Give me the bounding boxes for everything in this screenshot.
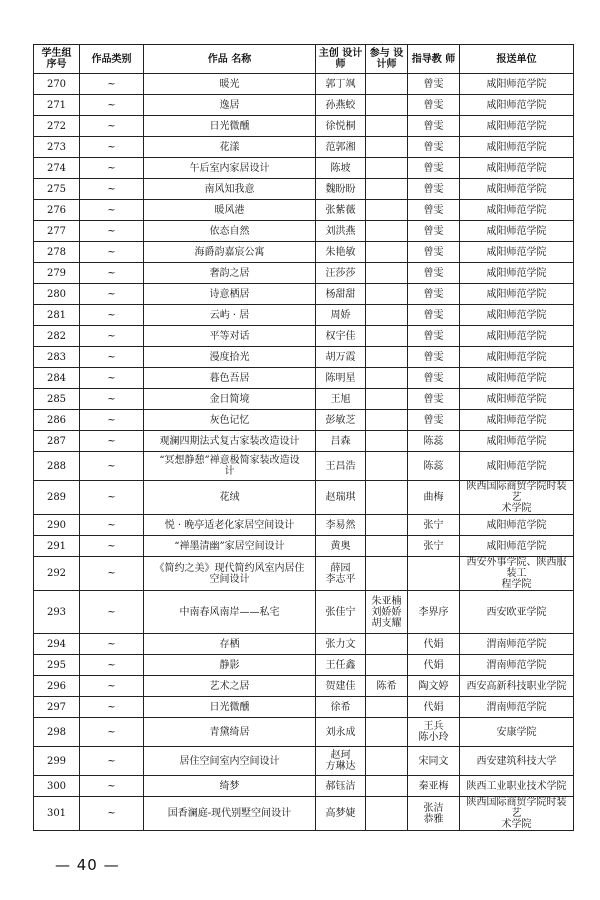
cell-group-no: 298 (34, 718, 80, 747)
cell-unit: 咸阳师范学院 (460, 536, 574, 557)
cell-category: ~ (80, 158, 144, 179)
cell-co-designer (366, 368, 408, 389)
cell-group-no: 270 (34, 74, 80, 95)
cell-group-no: 278 (34, 242, 80, 263)
cell-category: ~ (80, 368, 144, 389)
cell-category: ~ (80, 410, 144, 431)
table-row (34, 718, 574, 747)
header-unit: 报送单位 (460, 45, 574, 74)
cell-work-name: 暮色吾居 (144, 368, 316, 389)
cell-category: ~ (80, 481, 144, 515)
cell-main-designer: 郭丁飒 (316, 74, 366, 95)
cell-work-name: “禅墨清幽”家居空间设计 (144, 536, 316, 557)
table-row (34, 776, 574, 797)
cell-unit: 咸阳师范学院 (460, 284, 574, 305)
cell-work-name: 青黛绮居 (144, 718, 316, 747)
cell-main-designer: 贺建佳 (316, 676, 366, 697)
table-row (34, 200, 574, 221)
cell-co-designer (366, 797, 408, 831)
cell-work-name: 《简约之美》现代简约风室内居住 空间设计 (144, 557, 316, 591)
cell-group-no: 299 (34, 747, 80, 776)
cell-group-no: 301 (34, 797, 80, 831)
cell-work-name: “冥想静憩”禅意极简家装改造设 计 (144, 452, 316, 481)
cell-unit: 陕西国际商贸学院时装艺 术学院 (460, 481, 574, 515)
header-work-name: 作品 名称 (144, 45, 316, 74)
cell-work-name: 诗意栖居 (144, 284, 316, 305)
cell-group-no: 273 (34, 137, 80, 158)
cell-advisor: 曾雯 (408, 326, 460, 347)
cell-category: ~ (80, 634, 144, 655)
table-header-row (34, 45, 574, 74)
cell-unit: 咸阳师范学院 (460, 179, 574, 200)
cell-main-designer: 朱艳敏 (316, 242, 366, 263)
table-row (34, 676, 574, 697)
cell-work-name: 漫度拾光 (144, 347, 316, 368)
cell-group-no: 274 (34, 158, 80, 179)
cell-co-designer (366, 347, 408, 368)
cell-unit: 咸阳师范学院 (460, 137, 574, 158)
cell-main-designer: 徐悦桐 (316, 116, 366, 137)
cell-co-designer (366, 326, 408, 347)
cell-advisor: 曾雯 (408, 389, 460, 410)
cell-work-name: 金日简境 (144, 389, 316, 410)
cell-co-designer (366, 536, 408, 557)
cell-co-designer (366, 557, 408, 591)
cell-co-designer (366, 452, 408, 481)
cell-unit: 咸阳师范学院 (460, 116, 574, 137)
cell-advisor: 曾雯 (408, 263, 460, 284)
table-row (34, 389, 574, 410)
cell-category: ~ (80, 515, 144, 536)
cell-work-name: 居住空间室内空间设计 (144, 747, 316, 776)
cell-unit: 咸阳师范学院 (460, 74, 574, 95)
cell-unit: 安康学院 (460, 718, 574, 747)
cell-unit: 咸阳师范学院 (460, 200, 574, 221)
cell-work-name: 灰色记忆 (144, 410, 316, 431)
cell-main-designer: 薛园 李志平 (316, 557, 366, 591)
cell-work-name: 暖风港 (144, 200, 316, 221)
table-row (34, 179, 574, 200)
cell-category: ~ (80, 179, 144, 200)
cell-main-designer: 高梦婕 (316, 797, 366, 831)
cell-advisor: 李界序 (408, 591, 460, 634)
cell-work-name: 观澜四期法式复古家装改造设计 (144, 431, 316, 452)
cell-co-designer (366, 158, 408, 179)
cell-advisor: 曾雯 (408, 137, 460, 158)
table-row (34, 326, 574, 347)
cell-group-no: 296 (34, 676, 80, 697)
cell-group-no: 289 (34, 481, 80, 515)
cell-main-designer: 陈坡 (316, 158, 366, 179)
table-row (34, 158, 574, 179)
cell-work-name: 海爵韵嘉宸公寓 (144, 242, 316, 263)
cell-group-no: 276 (34, 200, 80, 221)
cell-co-designer (366, 200, 408, 221)
cell-unit: 咸阳师范学院 (460, 347, 574, 368)
table-row (34, 410, 574, 431)
cell-group-no: 280 (34, 284, 80, 305)
cell-unit: 咸阳师范学院 (460, 431, 574, 452)
cell-advisor: 曾雯 (408, 347, 460, 368)
cell-unit: 渭南师范学院 (460, 655, 574, 676)
cell-advisor: 曾雯 (408, 179, 460, 200)
cell-unit: 咸阳师范学院 (460, 452, 574, 481)
cell-main-designer: 徐希 (316, 697, 366, 718)
header-category: 作品类别 (80, 45, 144, 74)
cell-unit: 咸阳师范学院 (460, 221, 574, 242)
cell-work-name: 中南春风南岸——私宅 (144, 591, 316, 634)
cell-category: ~ (80, 676, 144, 697)
cell-category: ~ (80, 95, 144, 116)
header-co-designer: 参与 设计师 (366, 45, 408, 74)
cell-unit: 咸阳师范学院 (460, 326, 574, 347)
table-row (34, 747, 574, 776)
cell-advisor: 王兵 陈小玲 (408, 718, 460, 747)
cell-advisor: 曾雯 (408, 116, 460, 137)
cell-unit: 咸阳师范学院 (460, 389, 574, 410)
table-row (34, 557, 574, 591)
cell-category: ~ (80, 263, 144, 284)
cell-main-designer: 王任鑫 (316, 655, 366, 676)
cell-co-designer (366, 242, 408, 263)
cell-main-designer: 郝钰洁 (316, 776, 366, 797)
cell-co-designer (366, 116, 408, 137)
cell-group-no: 288 (34, 452, 80, 481)
cell-co-designer (366, 431, 408, 452)
cell-work-name: 南风知我意 (144, 179, 316, 200)
cell-main-designer: 胡万霞 (316, 347, 366, 368)
cell-advisor: 曾雯 (408, 221, 460, 242)
cell-main-designer: 黄奥 (316, 536, 366, 557)
cell-category: ~ (80, 74, 144, 95)
table-row (34, 284, 574, 305)
table-row (34, 368, 574, 389)
cell-unit: 渭南师范学院 (460, 697, 574, 718)
cell-work-name: 花绒 (144, 481, 316, 515)
cell-category: ~ (80, 655, 144, 676)
cell-work-name: 日光微醺 (144, 697, 316, 718)
cell-unit: 西安欧亚学院 (460, 591, 574, 634)
cell-advisor: 曾雯 (408, 242, 460, 263)
table-row (34, 515, 574, 536)
cell-main-designer: 张紫薇 (316, 200, 366, 221)
cell-unit: 咸阳师范学院 (460, 368, 574, 389)
cell-co-designer (366, 179, 408, 200)
cell-unit: 咸阳师范学院 (460, 305, 574, 326)
cell-category: ~ (80, 557, 144, 591)
table-row (34, 242, 574, 263)
cell-work-name: 奢韵之居 (144, 263, 316, 284)
table-row (34, 591, 574, 634)
cell-category: ~ (80, 242, 144, 263)
table-row (34, 305, 574, 326)
cell-work-name: 逸居 (144, 95, 316, 116)
cell-category: ~ (80, 747, 144, 776)
cell-advisor: 曾雯 (408, 95, 460, 116)
cell-main-designer: 王昌浩 (316, 452, 366, 481)
cell-group-no: 286 (34, 410, 80, 431)
page-number: — 40 — (55, 856, 120, 874)
header-main-designer: 主创 设计师 (316, 45, 366, 74)
cell-co-designer (366, 221, 408, 242)
cell-category: ~ (80, 200, 144, 221)
cell-advisor: 张洁 恭雅 (408, 797, 460, 831)
cell-main-designer: 汪莎莎 (316, 263, 366, 284)
cell-group-no: 295 (34, 655, 80, 676)
table-row (34, 697, 574, 718)
cell-co-designer (366, 747, 408, 776)
cell-main-designer: 陈明星 (316, 368, 366, 389)
cell-co-designer (366, 305, 408, 326)
cell-unit: 西安建筑科技大学 (460, 747, 574, 776)
cell-co-designer: 陈希 (366, 676, 408, 697)
cell-category: ~ (80, 431, 144, 452)
cell-work-name: 云屿 · 居 (144, 305, 316, 326)
table-row (34, 431, 574, 452)
cell-group-no: 283 (34, 347, 80, 368)
cell-main-designer: 赵瑞琪 (316, 481, 366, 515)
cell-advisor: 曾雯 (408, 200, 460, 221)
cell-group-no: 297 (34, 697, 80, 718)
cell-main-designer: 范郭湘 (316, 137, 366, 158)
cell-unit: 咸阳师范学院 (460, 263, 574, 284)
header-group-no: 学生组 序号 (34, 45, 80, 74)
cell-advisor: 代娟 (408, 655, 460, 676)
cell-group-no: 281 (34, 305, 80, 326)
cell-main-designer: 权宇佳 (316, 326, 366, 347)
cell-advisor: 曾雯 (408, 74, 460, 95)
cell-advisor: 曾雯 (408, 284, 460, 305)
cell-main-designer: 孙燕蛟 (316, 95, 366, 116)
cell-group-no: 292 (34, 557, 80, 591)
table-row (34, 481, 574, 515)
cell-advisor: 代娟 (408, 697, 460, 718)
cell-main-designer: 刘永成 (316, 718, 366, 747)
table-row (34, 137, 574, 158)
table-row (34, 452, 574, 481)
cell-category: ~ (80, 137, 144, 158)
cell-advisor: 陈蕊 (408, 452, 460, 481)
cell-advisor: 曾雯 (408, 410, 460, 431)
cell-group-no: 291 (34, 536, 80, 557)
cell-advisor: 曲梅 (408, 481, 460, 515)
cell-work-name: 日光微醺 (144, 116, 316, 137)
cell-main-designer: 吕森 (316, 431, 366, 452)
cell-unit: 陕西国际商贸学院时装艺 术学院 (460, 797, 574, 831)
cell-co-designer (366, 74, 408, 95)
cell-co-designer (366, 410, 408, 431)
cell-group-no: 277 (34, 221, 80, 242)
cell-unit: 咸阳师范学院 (460, 158, 574, 179)
cell-advisor: 曾雯 (408, 368, 460, 389)
cell-unit: 咸阳师范学院 (460, 410, 574, 431)
cell-main-designer: 李易然 (316, 515, 366, 536)
cell-unit: 西安高新科技职业学院 (460, 676, 574, 697)
cell-unit: 咸阳师范学院 (460, 515, 574, 536)
cell-advisor: 秦亚梅 (408, 776, 460, 797)
cell-category: ~ (80, 591, 144, 634)
cell-work-name: 存栖 (144, 634, 316, 655)
cell-category: ~ (80, 116, 144, 137)
cell-advisor (408, 557, 460, 591)
table-row (34, 655, 574, 676)
table-row (34, 347, 574, 368)
table-row (34, 797, 574, 831)
cell-advisor: 陈蕊 (408, 431, 460, 452)
cell-category: ~ (80, 697, 144, 718)
cell-category: ~ (80, 718, 144, 747)
header-advisor: 指导教 师 (408, 45, 460, 74)
cell-main-designer: 刘洪燕 (316, 221, 366, 242)
cell-group-no: 279 (34, 263, 80, 284)
cell-advisor: 宋同文 (408, 747, 460, 776)
cell-category: ~ (80, 326, 144, 347)
cell-work-name: 依态自然 (144, 221, 316, 242)
cell-category: ~ (80, 536, 144, 557)
cell-co-designer (366, 655, 408, 676)
cell-work-name: 国香澜庭-现代别墅空间设计 (144, 797, 316, 831)
cell-work-name: 艺术之居 (144, 676, 316, 697)
cell-co-designer (366, 634, 408, 655)
cell-advisor: 曾雯 (408, 305, 460, 326)
table-row (34, 634, 574, 655)
cell-main-designer: 杨甜甜 (316, 284, 366, 305)
cell-category: ~ (80, 347, 144, 368)
cell-work-name: 暖光 (144, 74, 316, 95)
cell-co-designer (366, 718, 408, 747)
cell-work-name: 绮梦 (144, 776, 316, 797)
cell-group-no: 293 (34, 591, 80, 634)
cell-main-designer: 张佳宁 (316, 591, 366, 634)
table-row (34, 536, 574, 557)
cell-co-designer (366, 697, 408, 718)
cell-main-designer: 王旭 (316, 389, 366, 410)
cell-group-no: 275 (34, 179, 80, 200)
table-row (34, 263, 574, 284)
cell-main-designer: 张力文 (316, 634, 366, 655)
cell-group-no: 294 (34, 634, 80, 655)
cell-group-no: 287 (34, 431, 80, 452)
cell-category: ~ (80, 221, 144, 242)
cell-main-designer: 魏盼盼 (316, 179, 366, 200)
cell-advisor: 张宁 (408, 536, 460, 557)
cell-group-no: 271 (34, 95, 80, 116)
cell-work-name: 午后室内家居设计 (144, 158, 316, 179)
cell-main-designer: 彭敏芝 (316, 410, 366, 431)
table-row (34, 116, 574, 137)
cell-work-name: 平等对话 (144, 326, 316, 347)
cell-group-no: 282 (34, 326, 80, 347)
cell-category: ~ (80, 797, 144, 831)
cell-advisor: 代娟 (408, 634, 460, 655)
cell-unit: 渭南师范学院 (460, 634, 574, 655)
cell-co-designer (366, 95, 408, 116)
cell-work-name: 静影 (144, 655, 316, 676)
cell-unit: 西安外事学院、陕西服装工 程学院 (460, 557, 574, 591)
cell-co-designer (366, 776, 408, 797)
table-row (34, 221, 574, 242)
cell-co-designer (366, 137, 408, 158)
cell-category: ~ (80, 776, 144, 797)
cell-group-no: 272 (34, 116, 80, 137)
cell-category: ~ (80, 452, 144, 481)
cell-group-no: 284 (34, 368, 80, 389)
cell-unit: 咸阳师范学院 (460, 242, 574, 263)
cell-unit: 陕西工业职业技术学院 (460, 776, 574, 797)
cell-main-designer: 周娇 (316, 305, 366, 326)
cell-unit: 咸阳师范学院 (460, 95, 574, 116)
cell-co-designer (366, 389, 408, 410)
table-row (34, 74, 574, 95)
cell-group-no: 290 (34, 515, 80, 536)
cell-co-designer (366, 481, 408, 515)
cell-category: ~ (80, 305, 144, 326)
cell-co-designer (366, 515, 408, 536)
cell-group-no: 285 (34, 389, 80, 410)
cell-category: ~ (80, 389, 144, 410)
cell-co-designer (366, 263, 408, 284)
cell-group-no: 300 (34, 776, 80, 797)
cell-main-designer: 赵珂 方琳达 (316, 747, 366, 776)
cell-co-designer (366, 284, 408, 305)
cell-category: ~ (80, 284, 144, 305)
cell-work-name: 悦 · 晚亭适老化家居空间设计 (144, 515, 316, 536)
cell-work-name: 花漾 (144, 137, 316, 158)
table-body (34, 74, 574, 831)
cell-co-designer: 朱亚楠 刘娇娇 胡支耀 (366, 591, 408, 634)
cell-advisor: 陶文婷 (408, 676, 460, 697)
cell-advisor: 曾雯 (408, 158, 460, 179)
award-table (33, 44, 574, 831)
cell-advisor: 张宁 (408, 515, 460, 536)
table-row (34, 95, 574, 116)
